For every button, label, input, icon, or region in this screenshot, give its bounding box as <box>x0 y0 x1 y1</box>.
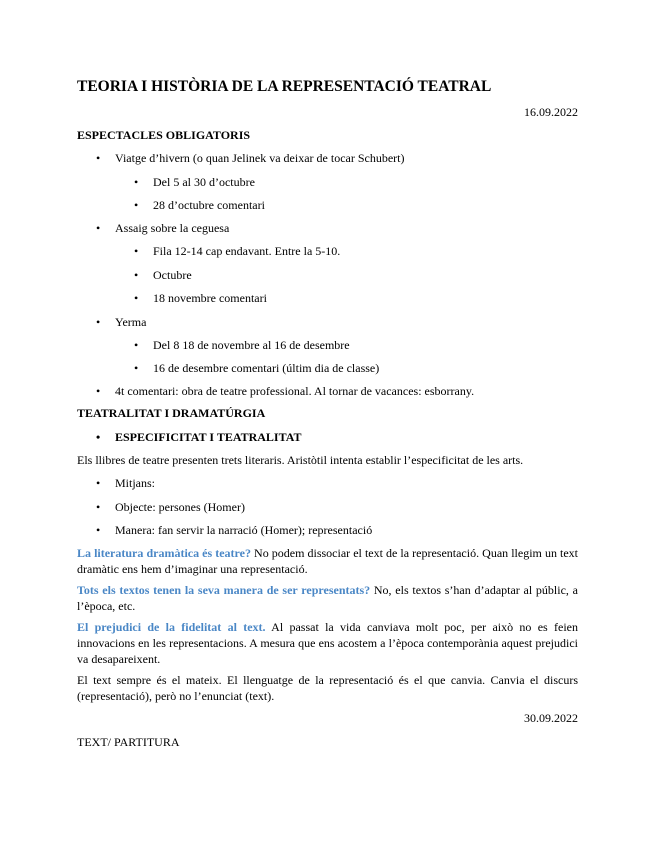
bullet-icon: • <box>96 523 101 537</box>
bullet-icon: • <box>96 221 101 235</box>
bullet-icon: • <box>96 500 101 514</box>
question-highlight: Tots els textos tenen la seva manera de ser representats? <box>77 583 371 597</box>
date-label: 30.09.2022 <box>524 711 578 725</box>
answer-text: No podem dissociar el text de la representació. Quan llegim un text dramàtic ens hem d’imaginar una representació. <box>77 546 579 576</box>
list-item-label: Viatge d’hivern (o quan Jelinek va deixar de tocar Schubert) <box>115 151 405 165</box>
sub-list-item-label: 28 d’octubre comentari <box>153 198 265 212</box>
sub-list-item-label: 18 novembre comentari <box>153 291 267 305</box>
bullet-icon: • <box>134 361 139 375</box>
list-item-label: Objecte: persones (Homer) <box>115 500 245 514</box>
bullet-icon: • <box>134 244 139 258</box>
list-item-label: Mitjans: <box>115 476 156 490</box>
list-item-label: Assaig sobre la ceguesa <box>115 221 230 235</box>
bullet-icon: • <box>134 338 139 352</box>
answer-text: No, els textos s’han d’adaptar al públic, a l’època, etc. <box>77 583 578 613</box>
section-heading-teatralitat: TEATRALITAT I DRAMATÚRGIA <box>77 406 266 420</box>
sub-list-item-label: Del 5 al 30 d’octubre <box>153 175 255 189</box>
question-highlight: El prejudici de la fidelitat al text. <box>77 620 266 634</box>
paragraph-textos <box>77 582 578 614</box>
date-label: 16.09.2022 <box>524 105 578 119</box>
paragraph-prejudici <box>77 619 578 667</box>
list-item-label: Yerma <box>115 315 147 329</box>
paragraph-text: El text sempre és el mateix. El llenguatge de la representació és el que canvia. Canvia el discurs (representació), però no l’enunciat (text). <box>77 673 578 703</box>
bullet-icon: • <box>96 315 101 329</box>
intro-paragraph: Els llibres de teatre presenten trets literaris. Aristòtil intenta establir l’especificitat de les arts. <box>77 453 524 467</box>
question-highlight: La literatura dramàtica és teatre? <box>77 546 251 560</box>
bullet-icon: • <box>134 291 139 305</box>
bullet-icon: • <box>96 476 101 490</box>
bullet-icon: • <box>96 430 101 444</box>
list-item-label: Manera: fan servir la narració (Homer); representació <box>115 523 373 537</box>
section-heading-partitura: TEXT/ PARTITURA <box>77 735 180 749</box>
section-heading-espectacles: ESPECTACLES OBLIGATORIS <box>77 128 251 142</box>
sub-list-item-label: Fila 12-14 cap endavant. Entre la 5-10. <box>153 244 341 258</box>
answer-text: Al passat la vida canviava molt poc, per això no es feien innovacions en les representacions. A mesura que ens acostem a l’època contemporània aquest prejudici va desapareixent. <box>77 620 579 666</box>
bullet-icon: • <box>96 384 101 398</box>
bullet-icon: • <box>96 151 101 165</box>
bullet-icon: • <box>134 175 139 189</box>
document-title: TEORIA I HISTÒRIA DE LA REPRESENTACIÓ TEATRAL <box>77 78 492 95</box>
sub-list-item-label: Del 8 18 de novembre al 16 de desembre <box>153 338 350 352</box>
subsection-heading-label: ESPECIFICITAT I TEATRALITAT <box>115 430 302 444</box>
sub-list-item-label: 16 de desembre comentari (últim dia de classe) <box>153 361 380 375</box>
bullet-icon: • <box>134 198 139 212</box>
bullet-icon: • <box>134 268 139 282</box>
list-item-label: 4t comentari: obra de teatre professional. Al tornar de vacances: esborrany. <box>115 384 475 398</box>
paragraph-literatura <box>77 545 578 577</box>
sub-list-item-label: Octubre <box>153 268 192 282</box>
